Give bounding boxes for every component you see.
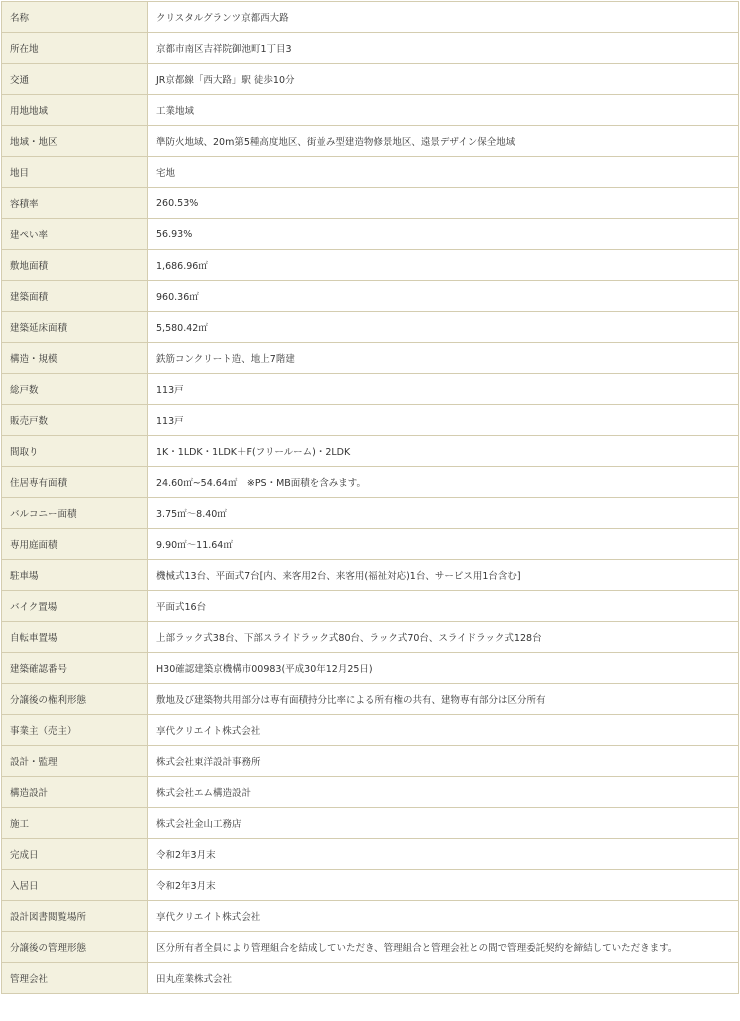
row-label: 建築面積 (2, 281, 148, 312)
row-value: 令和2年3月末 (148, 870, 739, 901)
row-value: 株式会社金山工務店 (148, 808, 739, 839)
table-row (2, 684, 739, 715)
row-value: 113戸 (148, 405, 739, 436)
row-value: 区分所有者全員により管理組合を結成していただき、管理組合と管理会社との間で管理委託契約を締結していただきます。 (148, 932, 739, 963)
spec-table-body (2, 2, 739, 994)
row-label: 建築確認番号 (2, 653, 148, 684)
row-label: 住居専有面積 (2, 467, 148, 498)
table-row (2, 405, 739, 436)
row-label: 駐車場 (2, 560, 148, 591)
row-value: 1,686.96㎡ (148, 250, 739, 281)
row-label: 容積率 (2, 188, 148, 219)
table-row (2, 777, 739, 808)
row-value: 113戸 (148, 374, 739, 405)
row-value: 株式会社エム構造設計 (148, 777, 739, 808)
table-row (2, 2, 739, 33)
table-row (2, 932, 739, 963)
row-label: 総戸数 (2, 374, 148, 405)
table-row (2, 963, 739, 994)
row-label: 地域・地区 (2, 126, 148, 157)
row-value: 京都市南区吉祥院御池町1丁目3 (148, 33, 739, 64)
row-label: 入居日 (2, 870, 148, 901)
table-row (2, 622, 739, 653)
table-row (2, 653, 739, 684)
table-row (2, 219, 739, 250)
row-value: 1K・1LDK・1LDK＋F(フリールーム)・2LDK (148, 436, 739, 467)
row-label: 自転車置場 (2, 622, 148, 653)
row-value: 享代クリエイト株式会社 (148, 901, 739, 932)
table-row (2, 374, 739, 405)
row-value: 敷地及び建築物共用部分は専有面積持分比率による所有権の共有、建物専有部分は区分所有 (148, 684, 739, 715)
row-value: 享代クリエイト株式会社 (148, 715, 739, 746)
row-label: 事業主（売主） (2, 715, 148, 746)
table-row (2, 436, 739, 467)
table-row (2, 591, 739, 622)
row-value: 宅地 (148, 157, 739, 188)
row-value: 5,580.42㎡ (148, 312, 739, 343)
row-value: 機械式13台、平面式7台[内、来客用2台、来客用(福祉対応)1台、サービス用1台含む] (148, 560, 739, 591)
row-value: 平面式16台 (148, 591, 739, 622)
row-label: バイク置場 (2, 591, 148, 622)
row-label: 交通 (2, 64, 148, 95)
row-value: 9.90㎡～11.64㎡ (148, 529, 739, 560)
row-value: 56.93% (148, 219, 739, 250)
row-value: 24.60㎡~54.64㎡ ※PS・MB面積を含みます。 (148, 467, 739, 498)
row-label: 用地地域 (2, 95, 148, 126)
row-value: 上部ラック式38台、下部スライドラック式80台、ラック式70台、スライドラック式128台 (148, 622, 739, 653)
row-value: JR京都線「西大路」駅 徒歩10分 (148, 64, 739, 95)
table-row (2, 746, 739, 777)
row-label: 建ぺい率 (2, 219, 148, 250)
row-label: 構造設計 (2, 777, 148, 808)
table-row (2, 839, 739, 870)
table-row (2, 64, 739, 95)
property-spec-table (1, 1, 739, 994)
row-value: 工業地域 (148, 95, 739, 126)
table-row (2, 529, 739, 560)
row-label: バルコニー面積 (2, 498, 148, 529)
table-row (2, 343, 739, 374)
row-value: 令和2年3月末 (148, 839, 739, 870)
row-value: 鉄筋コンクリート造、地上7階建 (148, 343, 739, 374)
row-label: 完成日 (2, 839, 148, 870)
row-value: 3.75㎡～8.40㎡ (148, 498, 739, 529)
row-label: 管理会社 (2, 963, 148, 994)
row-label: 建築延床面積 (2, 312, 148, 343)
row-value: H30確認建築京機構市00983(平成30年12月25日) (148, 653, 739, 684)
table-row (2, 560, 739, 591)
row-label: 間取り (2, 436, 148, 467)
row-value: 準防火地域、20m第5種高度地区、街並み型建造物修景地区、遠景デザイン保全地域 (148, 126, 739, 157)
row-label: 分譲後の権利形態 (2, 684, 148, 715)
table-row (2, 870, 739, 901)
row-value: 960.36㎡ (148, 281, 739, 312)
table-row (2, 715, 739, 746)
table-row (2, 250, 739, 281)
table-row (2, 33, 739, 64)
table-row (2, 126, 739, 157)
row-label: 販売戸数 (2, 405, 148, 436)
row-label: 名称 (2, 2, 148, 33)
row-value: 田丸産業株式会社 (148, 963, 739, 994)
row-label: 構造・規模 (2, 343, 148, 374)
table-row (2, 467, 739, 498)
row-value: クリスタルグランツ京都西大路 (148, 2, 739, 33)
row-label: 設計・監理 (2, 746, 148, 777)
table-row (2, 901, 739, 932)
row-label: 地目 (2, 157, 148, 188)
table-row (2, 157, 739, 188)
table-row (2, 95, 739, 126)
row-label: 設計図書閲覧場所 (2, 901, 148, 932)
table-row (2, 281, 739, 312)
row-value: 株式会社東洋設計事務所 (148, 746, 739, 777)
row-value: 260.53% (148, 188, 739, 219)
row-label: 施工 (2, 808, 148, 839)
row-label: 分譲後の管理形態 (2, 932, 148, 963)
row-label: 専用庭面積 (2, 529, 148, 560)
table-row (2, 188, 739, 219)
table-row (2, 498, 739, 529)
table-row (2, 312, 739, 343)
table-row (2, 808, 739, 839)
row-label: 所在地 (2, 33, 148, 64)
row-label: 敷地面積 (2, 250, 148, 281)
